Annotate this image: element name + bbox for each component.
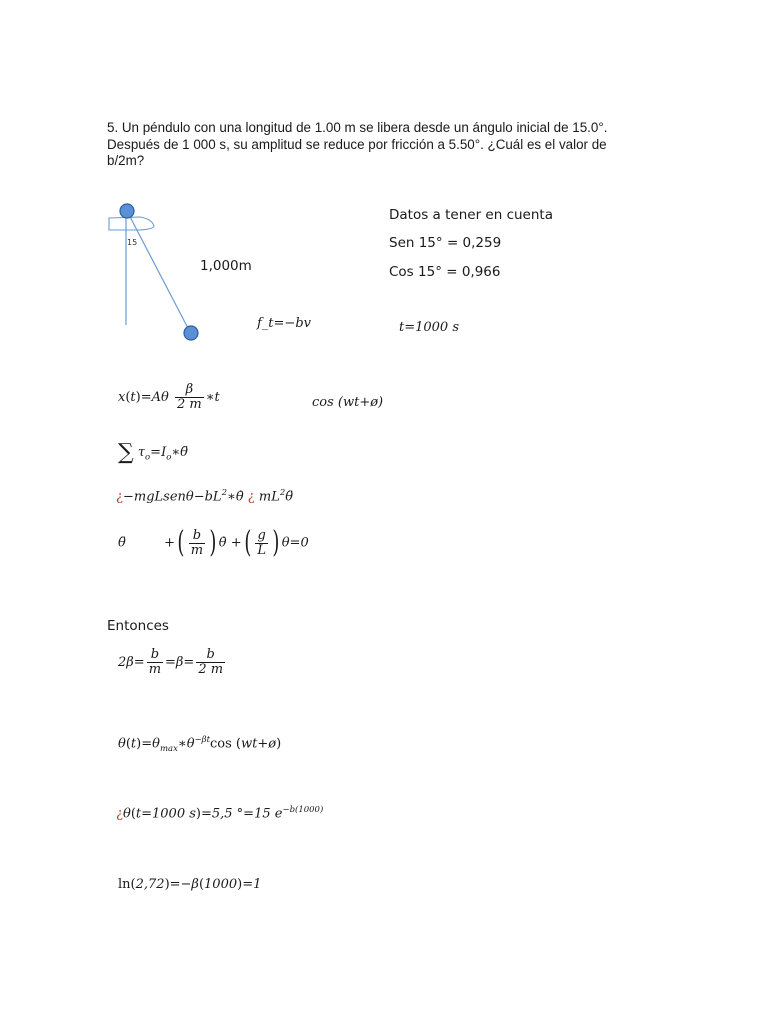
angle-label: 15 [127,238,138,247]
equation-differential: θ̈ +( $\frac{b}{m}$ ) θ̇ +( $\frac{g}{L}$ ) θ=0 [118,525,309,560]
equation-ln: ln(2,72)=−β(1000)=1 [118,877,262,892]
entonces-label: Entonces [107,618,169,634]
pendulum-string [127,211,190,332]
equation-cos-phase: cos (wt+ø) [312,395,384,410]
pivot-bob [120,204,134,218]
equation-theta-t: $\theta(t)=\theta_{max}∗\theta^{-\beta t}\cos$ (wt+ø) [118,735,282,754]
equation-theta-1000: ¿θ(t=1000 s)=5,5 °=15 $e^{-b(1000)}$ [116,805,324,822]
datos-sen: Sen 15° = 0,259 [389,235,502,251]
friction-force-equation [257,316,311,331]
equation-beta: 2β= $\frac{b}{m}$ =β= $\frac{b}{2 m}$ [118,647,224,677]
pendulum-bob [184,326,198,340]
datos-title: Datos a tener en cuenta [389,207,553,223]
equation-torque-sum: ∑ $\tau_o=I_o∗\thetä$ [118,440,188,465]
force-eq-text: f_t=−bv [257,316,311,331]
equation-torque-expanded: ¿$-mgLsen\theta-bL^2∗\thetȧ$ ¿ $mL^2\thetä$ [116,488,294,505]
datos-cos: Cos 15° = 0,966 [389,264,501,280]
equation-position: x(t)=Aθ $\frac{\beta}{2 m}$ ∗t [118,382,220,412]
datos-time: t=1000 s [399,320,460,335]
length-label: 1,000m [200,258,252,274]
problem-statement: 5. Un péndulo con una longitud de 1.00 m se libera desde un ángulo inicial de 15.0°. Después de 1 000 s, su amplitud se reduce por fricción a 5.50°. ¿Cuál es el valor de b/2m? [107,120,608,168]
